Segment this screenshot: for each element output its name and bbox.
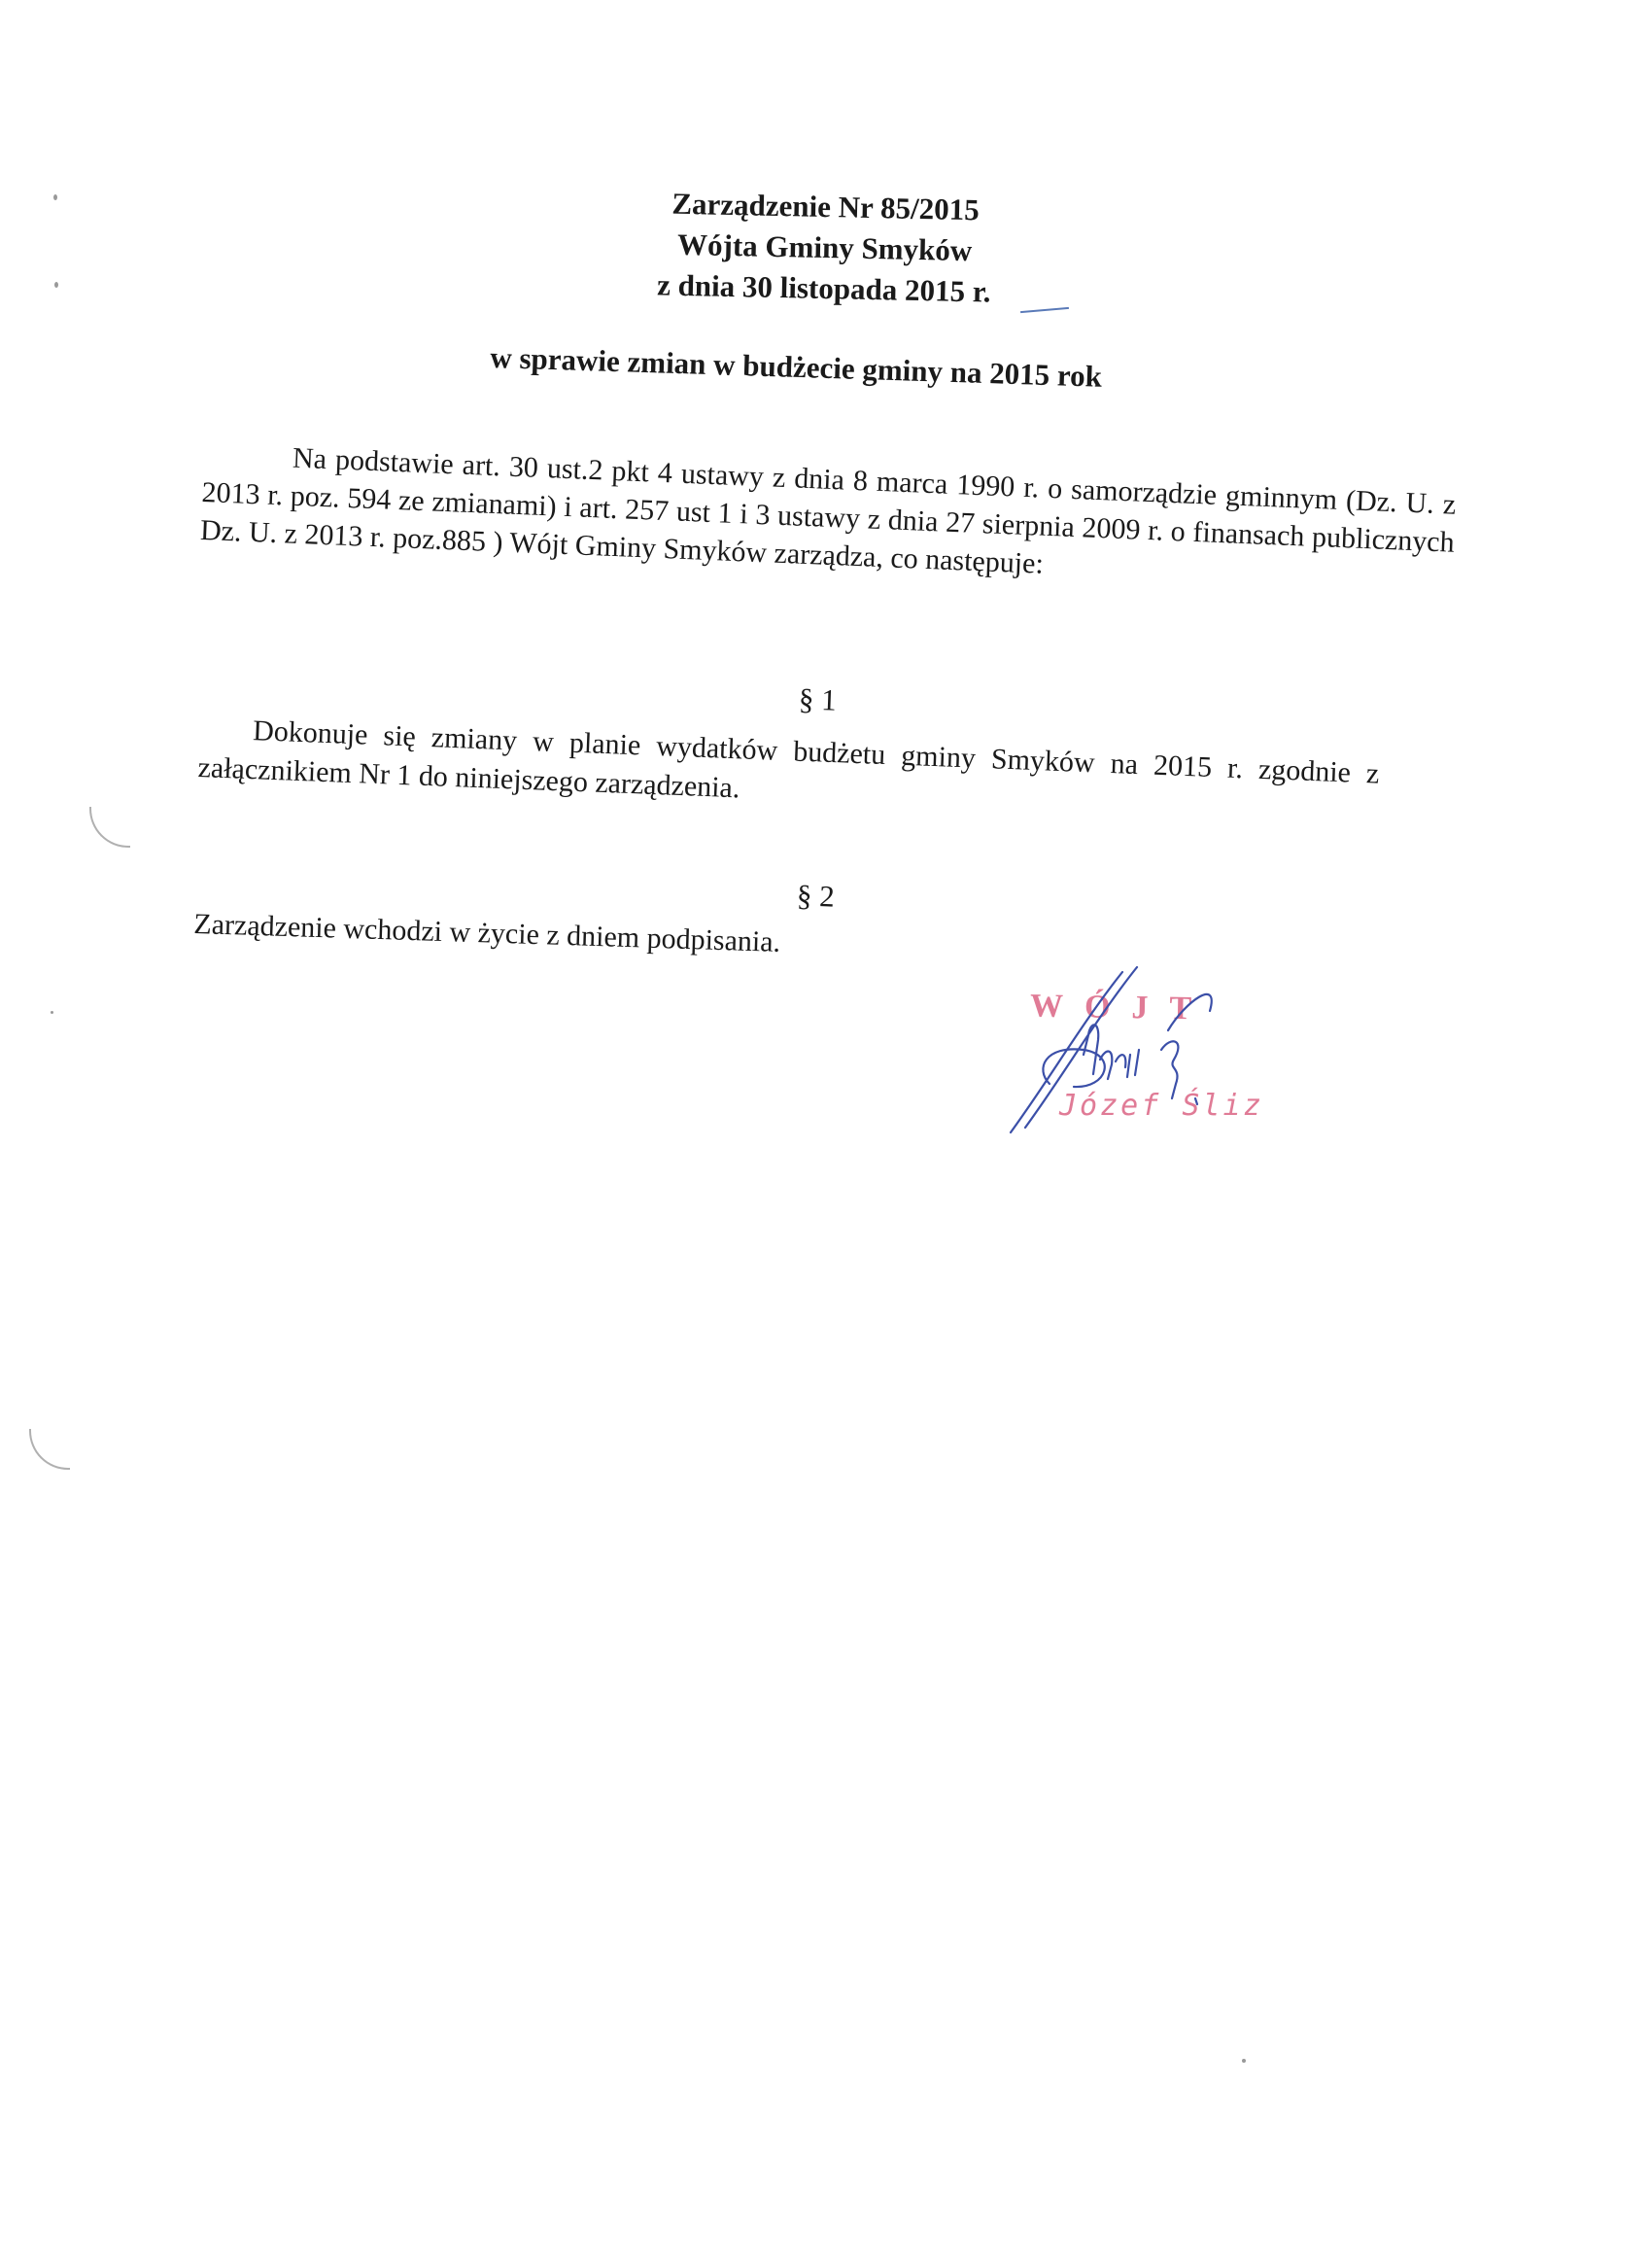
document-subject: w sprawie zmian w budżecie gminy na 2015 rok [489,340,1103,394]
legal-basis-text: Na podstawie art. 30 ust.2 pkt 4 ustawy z dnia 8 marca 1990 r. o samorządzie gminnym (Dz. U. z 2013 r. poz. 594 ze zmianami) i art. 257 ust 1 i 3 ustawy z dnia 27 sierpnia 2009 r. o finansach publicznych Dz. U. z 2013 r. poz.885 ) Wójt Gminy Smyków zarządza, co następuje: [199,441,1457,580]
header-issuer: Wójta Gminy Smyków [676,226,973,268]
official-stamp [991,962,1283,1166]
scan-speck [54,282,58,288]
section-1-text: Dokonuje się zmiany w planie wydatków budżetu gminy Smyków na 2015 r. zgodnie z załącznikiem Nr 1 do niniejszego zarządzenia. [197,714,1380,805]
section-1-mark: § 1 [798,681,838,717]
punch-hole-mark [89,807,130,848]
scan-speck [53,194,57,200]
section-2-mark: § 2 [796,878,836,914]
punch-hole-mark [29,1429,70,1470]
legal-basis-paragraph [199,435,1457,600]
document-header [541,181,1108,315]
stamp-name: Józef Śliz [1059,1089,1264,1123]
scan-speck [1242,2059,1246,2063]
handwritten-signature [991,962,1283,1166]
section-2-text: Zarządzenie wchodzi w życie z dniem podpisania. [192,908,781,958]
header-date: z dnia 30 listopada 2015 r. [656,267,991,309]
header-title: Zarządzenie Nr 85/2015 [671,186,981,227]
stamp-title: WÓJT [1029,988,1214,1027]
section-1-paragraph [197,710,1380,833]
scan-speck [51,1011,53,1014]
